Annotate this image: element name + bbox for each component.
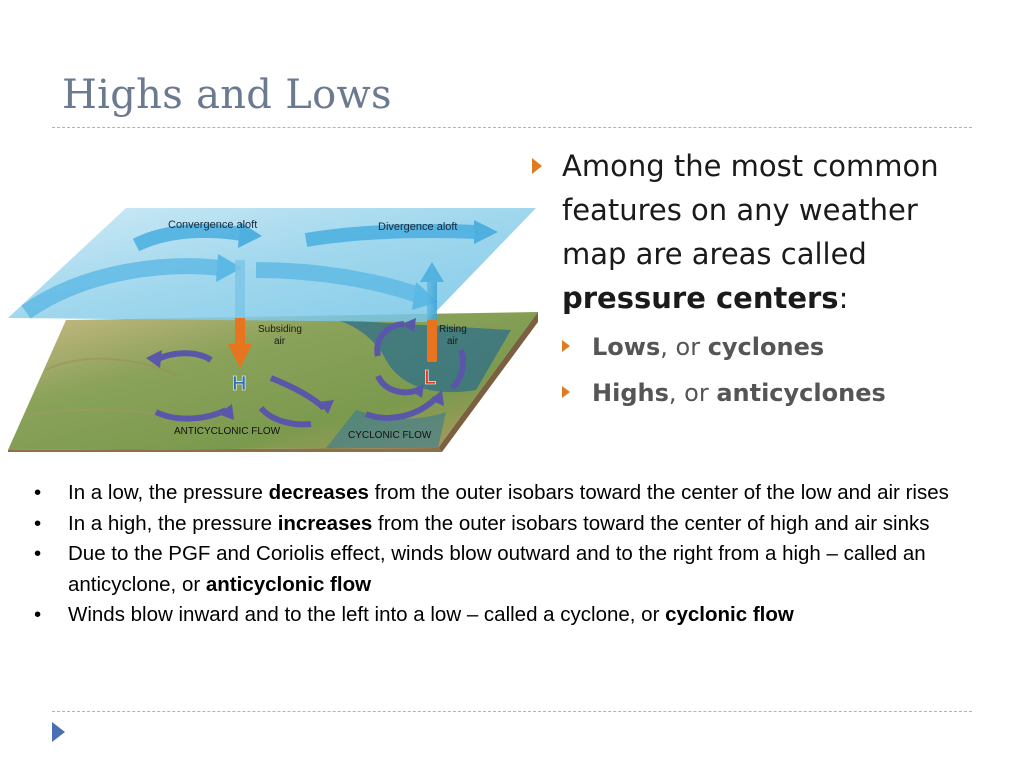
list-item [30,600,990,631]
footer-divider [52,711,972,712]
divergence-label: Divergence aloft [378,221,458,233]
list-item-text: Due to the PGF and Coriolis effect, winds blow outward and to the right from a high – called an anticyclone, or [68,542,926,596]
title-divider [52,127,972,128]
anticyclones-term: anticyclones [716,379,886,407]
bullet-dot: • [34,511,42,535]
lows-sep: , or [660,333,708,361]
main-bullet-text: Among the most common features on any weather map are areas called [562,149,939,271]
orange-arrow-bullet-icon [532,158,542,174]
next-slide-arrow-icon[interactable] [52,722,65,742]
list-item-text: from the outer isobars toward the center of the low and air rises [368,481,949,504]
convergence-label: Convergence aloft [168,219,258,231]
list-item [30,509,990,540]
cyclones-term: cyclones [707,333,825,361]
list-item-text: Winds blow inward and to the left into a low – called a cyclone, or [68,603,666,626]
list-item-bold: increases [277,511,373,535]
highs-term: Highs [592,379,669,407]
pressure-centers-bullets [530,144,990,416]
bullet-dot: • [34,481,42,504]
list-item-text: from the outer isobars toward the center of high and air sinks [372,511,930,535]
list-item-text: In a low, the pressure [68,481,269,504]
highs-sep: , or [668,379,717,407]
explanation-list [30,478,990,631]
lows-term: Lows [592,333,661,361]
rising-label-line1: Rising [439,324,467,335]
main-bullet-bold: pressure centers [562,281,839,315]
list-item [30,478,990,509]
subsiding-label-line1: Subsiding [258,324,302,335]
list-item-bold: anticyclonic flow [205,572,372,596]
bullet-dot: • [34,542,42,565]
sub-bullet-highs [530,370,990,416]
list-item [30,539,990,600]
list-item-bold: cyclonic flow [665,603,794,626]
subsiding-label-line2: air [274,336,286,347]
rising-label-line2: air [447,336,459,347]
bullet-dot: • [34,603,42,626]
sub-bullet-lows [530,324,990,370]
slide-title: Highs and Lows [62,72,392,118]
list-item-bold: decreases [268,481,369,504]
main-bullet-colon: : [838,281,849,315]
list-item-text: In a high, the pressure [68,511,278,535]
pressure-centers-diagram [6,200,540,452]
anticyclonic-flow-label: ANTICYCLONIC FLOW [174,426,281,437]
cyclonic-flow-label: CYCLONIC FLOW [348,430,432,441]
orange-arrow-bullet-icon [562,386,570,398]
low-pressure-marker: L [424,367,437,389]
orange-arrow-bullet-icon [562,340,570,352]
high-pressure-marker: H [232,373,247,395]
main-bullet [530,144,990,320]
